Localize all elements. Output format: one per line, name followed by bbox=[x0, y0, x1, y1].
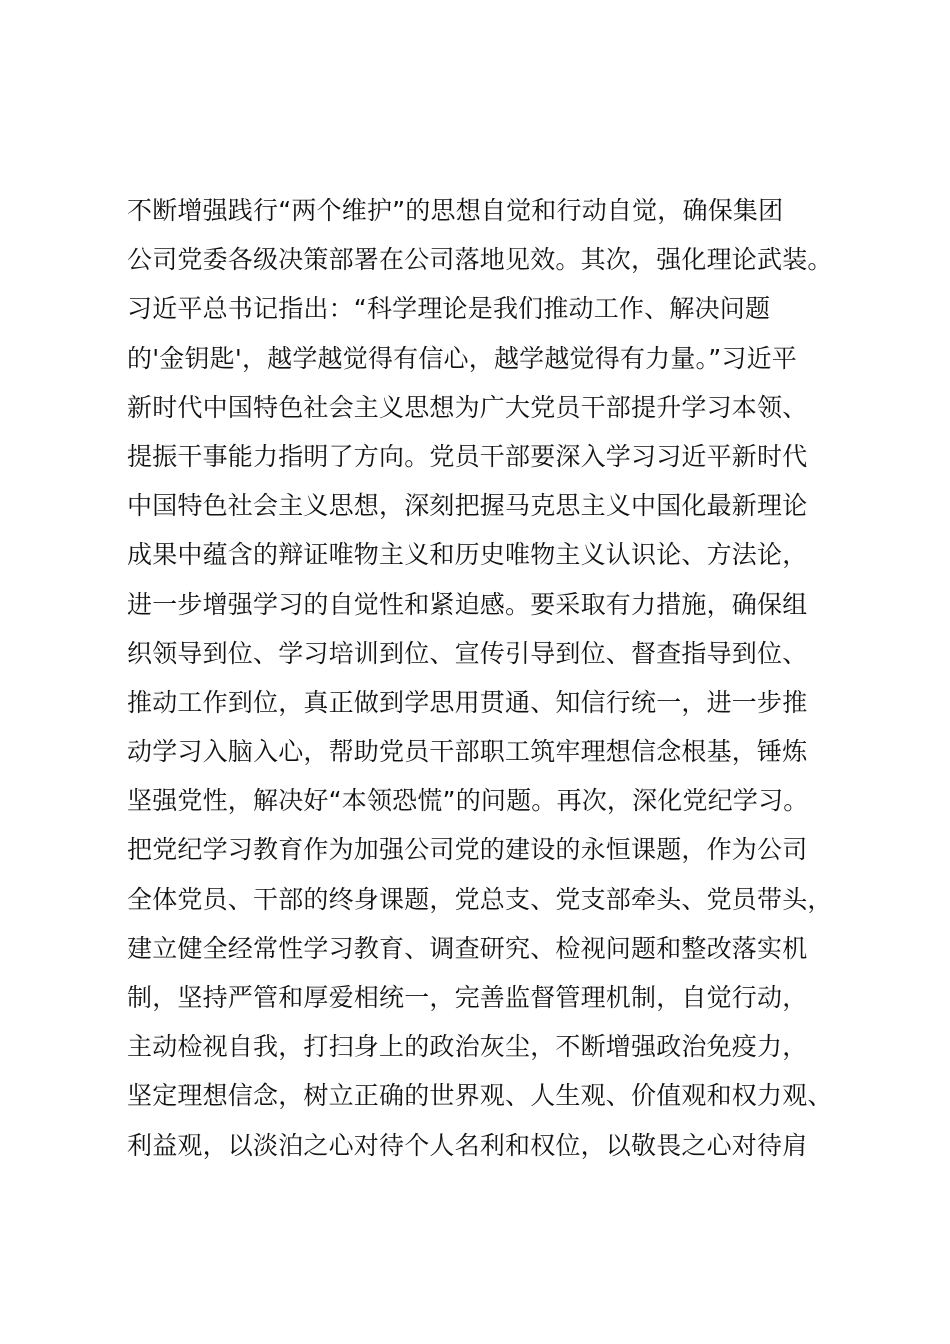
text-line: 建立健全经常性学习教育、调查研究、检视问题和整改落实机 bbox=[127, 933, 808, 963]
text-line: 推动工作到位，真正做到学思用贯通、知信行统一，进一步推 bbox=[127, 687, 808, 717]
text-line: 不断增强践行“两个维护”的思想自觉和行动自觉，确保集团 bbox=[127, 196, 784, 225]
text-line: 全体党员、干部的终身课题，党总支、党支部牵头、党员带头， bbox=[127, 884, 833, 914]
text-line: 中国特色社会主义思想，深刻把握马克思主义中国化最新理论 bbox=[127, 491, 808, 521]
text-line: 坚强党性，解决好“本领恐慌”的问题。再次，深化党纪学习。 bbox=[127, 786, 809, 816]
text-line: 织领导到位、学习培训到位、宣传引导到位、督查指导到位、 bbox=[127, 638, 808, 668]
text-line: 公司党委各级决策部署在公司落地见效。其次，强化理论武装。 bbox=[127, 245, 833, 275]
text-line: 制，坚持严管和厚爱相统一，完善监督管理机制，自觉行动， bbox=[127, 983, 808, 1012]
text-line: 的'金钥匙'，越学越觉得有信心，越学越觉得有力量。”习近平 bbox=[127, 343, 797, 373]
text-line: 提振干事能力指明了方向。党员干部要深入学习习近平新时代 bbox=[127, 441, 808, 471]
body-text bbox=[127, 186, 867, 1170]
text-line: 成果中蕴含的辩证唯物主义和历史唯物主义认识论、方法论， bbox=[127, 540, 808, 570]
text-line: 坚定理想信念，树立正确的世界观、人生观、价值观和权力观、 bbox=[127, 1081, 833, 1111]
text-line: 把党纪学习教育作为加强公司党的建设的永恒课题，作为公司 bbox=[127, 835, 808, 865]
text-line: 进一步增强学习的自觉性和紧迫感。要采取有力措施，确保组 bbox=[127, 589, 808, 619]
text-line: 利益观，以淡泊之心对待个人名利和权位，以敬畏之心对待肩 bbox=[127, 1130, 808, 1160]
text-line: 主动检视自我，打扫身上的政治灰尘，不断增强政治免疫力， bbox=[127, 1032, 808, 1062]
text-line: 习近平总书记指出：“科学理论是我们推动工作、解决问题 bbox=[127, 294, 771, 324]
text-line: 动学习入脑入心，帮助党员干部职工筑牢理想信念根基，锤炼 bbox=[127, 737, 808, 767]
text-line: 新时代中国特色社会主义思想为广大党员干部提升学习本领、 bbox=[127, 392, 808, 422]
